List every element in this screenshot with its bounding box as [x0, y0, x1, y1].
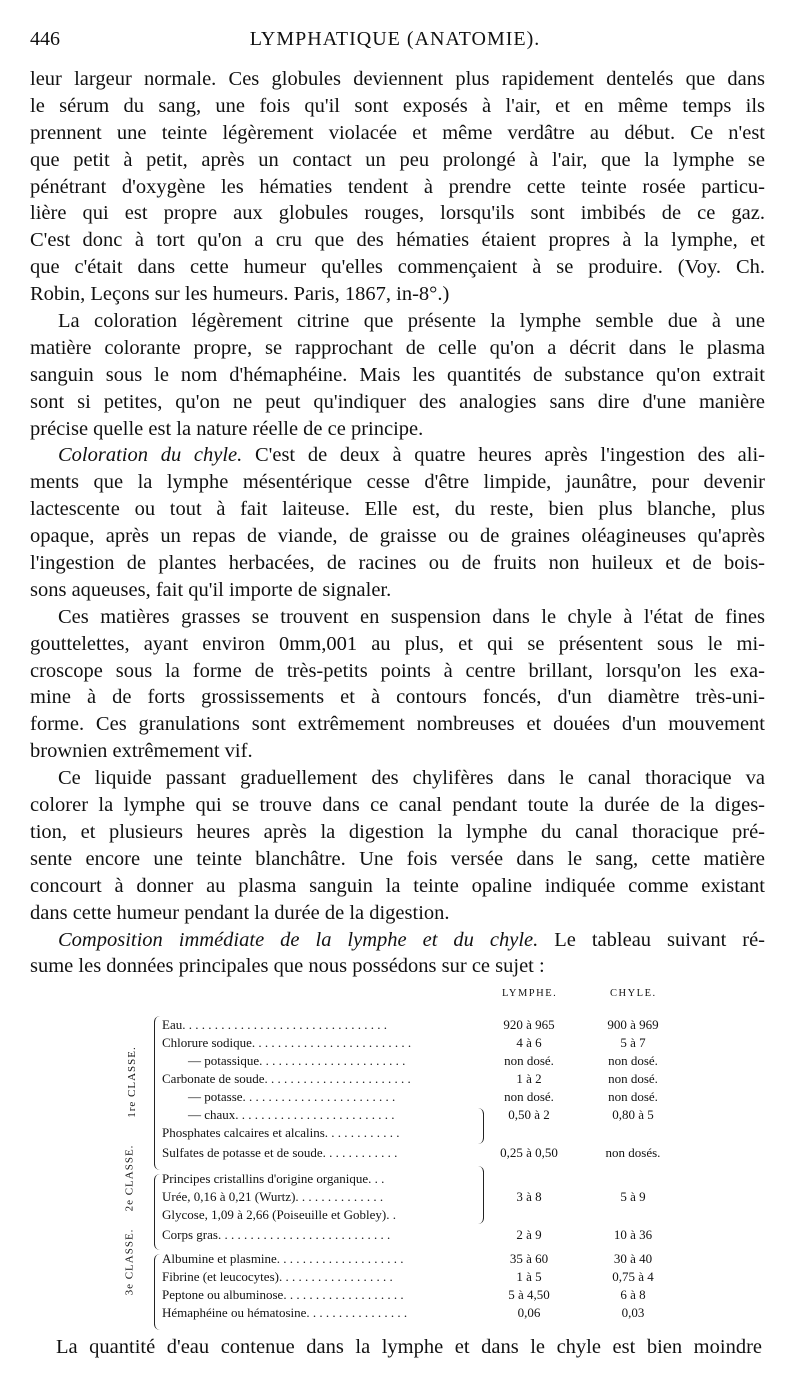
component-name: Corps gras. . . . . . . . . . . . . . . . . . . . . . . . . . . — [162, 1227, 391, 1242]
text-line — [30, 362, 765, 389]
lymphe-value: 4 à 6 — [516, 1035, 542, 1050]
text-line-content: La coloration légèrement citrine que présente la lymphe semble due à une — [58, 310, 765, 333]
text-line-content: Robin, Leçons sur les humeurs. Paris, 1867, in-8°.) — [30, 283, 450, 306]
component-name: Glycose, 1,09 à 2,66 (Poiseuille et Gobley). . — [162, 1207, 396, 1222]
lymphe-value: 1 à 2 — [516, 1071, 542, 1086]
lymphe-value: 5 à 4,50 — [508, 1287, 550, 1302]
text-line — [30, 308, 765, 335]
chyle-value: non dosé. — [608, 1053, 658, 1068]
text-line-content: l'ingestion de plantes herbacées, de racines ou de fruits non huileux et de bois- — [30, 552, 765, 575]
lymphe-value: non dosé. — [504, 1089, 554, 1104]
table-row — [110, 1286, 700, 1304]
text-line-content: colorer la lymphe qui se trouve dans ce canal pendant toute la durée de la diges- — [30, 794, 765, 817]
text-line — [30, 953, 765, 980]
lymphe-value: 920 à 965 — [503, 1017, 555, 1032]
table-row — [110, 1106, 700, 1124]
component-name: — potasse. . . . . . . . . . . . . . . . . . . . . . . . — [188, 1089, 396, 1104]
lymphe-value: 0,06 — [517, 1305, 541, 1320]
text-line — [30, 335, 765, 362]
chyle-value: 900 à 969 — [607, 1017, 659, 1032]
text-line — [30, 174, 765, 201]
text-line — [30, 66, 765, 93]
chyle-value: 0,03 — [621, 1305, 645, 1320]
text-line — [30, 281, 765, 308]
text-line — [30, 147, 765, 174]
table-row — [110, 1206, 700, 1224]
body-text — [30, 66, 765, 980]
component-name: Urée, 0,16 à 0,21 (Wurtz). . . . . . . . . . . . . . — [162, 1189, 384, 1204]
text-line — [30, 550, 765, 577]
lymphe-value: 0,50 à 2 — [508, 1107, 550, 1122]
text-line-content: Ce liquide passant graduellement des chylifères dans le canal thoracique va — [58, 767, 765, 790]
component-name: Fibrine (et leucocytes). . . . . . . . . . . . . . . . . . — [162, 1269, 393, 1284]
text-line-content: pénétrant d'oxygène les hématies tendent à prendre cette teinte rosée particu- — [30, 175, 765, 198]
text-line — [30, 792, 765, 819]
chyle-value: 10 à 36 — [613, 1227, 653, 1242]
chyle-value: 0,75 à 4 — [612, 1269, 654, 1284]
text-line-content: C'est de deux à quatre heures après l'ingestion des ali- — [242, 444, 765, 467]
text-line-content: mine à de forts grossissements et à contours foncés, d'un diamètre très-uni- — [30, 686, 765, 709]
text-line-content: prennent une teinte légèrement violacée et même verdâtre au début. Ce n'est — [30, 121, 765, 144]
text-line-content: opaque, après un repas de viande, de graisse ou de graines oléagineuses qu'après — [30, 525, 765, 548]
lymphe-value: 2 à 9 — [516, 1227, 542, 1242]
text-line-content: brownien extrêmement vif. — [30, 740, 253, 763]
text-line-content: sons aqueuses, fait qu'il importe de signaler. — [30, 578, 392, 601]
class-label-1: 1re CLASSE. — [125, 1046, 138, 1118]
text-line — [30, 442, 765, 469]
text-line — [30, 523, 765, 550]
text-line — [30, 819, 765, 846]
component-name: Albumine et plasmine. . . . . . . . . . . . . . . . . . . . — [162, 1251, 404, 1266]
text-line — [30, 469, 765, 496]
continuation-line: La quantité d'eau contenue dans la lymphe et dans le chyle est bien moindre — [56, 1336, 762, 1358]
text-line-content: leur largeur normale. Ces globules deviennent plus rapidement dentelés que dans — [30, 68, 765, 90]
component-name: Carbonate de soude. . . . . . . . . . . . . . . . . . . . . . . — [162, 1071, 411, 1086]
text-line — [30, 200, 765, 227]
text-line — [30, 765, 765, 792]
chyle-value: non dosé. — [608, 1089, 658, 1104]
component-name: Peptone ou albuminose. . . . . . . . . . . . . . . . . . . — [162, 1287, 404, 1302]
text-line-content: Le tableau suivant ré- — [538, 928, 765, 951]
text-line — [30, 120, 765, 147]
text-line — [30, 900, 765, 927]
table-row — [110, 1088, 700, 1106]
class-label-2: 2e CLASSE. — [123, 1144, 136, 1212]
text-line-content: forme. Ces granulations sont extrêmement nombreuses et douées d'un mouvement — [30, 713, 765, 736]
text-line-content: sont si petites, qu'on ne peut qu'indiquer des analogies sans dire d'une manière — [30, 390, 765, 413]
running-header — [30, 28, 760, 58]
table-row — [110, 1170, 700, 1188]
chyle-value: 30 à 40 — [613, 1251, 653, 1266]
component-name: — potassique. . . . . . . . . . . . . . . . . . . . . . . — [188, 1053, 406, 1068]
text-line — [30, 873, 765, 900]
text-line-content: croscope sous la forme de très-petits points à centre brillant, lorsqu'on les exa- — [30, 659, 765, 682]
table-row — [110, 1188, 700, 1206]
table-row — [110, 1250, 700, 1268]
text-line — [30, 631, 765, 658]
lymphe-value: 0,25 à 0,50 — [500, 1145, 558, 1160]
column-header-lymphe: LYMPHE. — [502, 988, 558, 999]
text-line-content: le sérum du sang, une fois qu'il sont exposés à l'air, et en même temps ils — [30, 94, 765, 117]
text-line-content: tion, et plusieurs heures après la digestion la lymphe du canal thoracique pré- — [30, 820, 765, 843]
text-line — [30, 927, 765, 954]
chyle-value: 5 à 7 — [620, 1035, 646, 1050]
text-line — [30, 577, 765, 604]
text-line-content: que petit à petit, après un contact un peu prolongé à l'air, que la lymphe se — [30, 148, 765, 171]
table-row — [110, 1144, 700, 1162]
class-label-3: 3e CLASSE. — [123, 1228, 136, 1296]
table-row — [110, 1034, 700, 1052]
text-line — [30, 684, 765, 711]
text-line — [30, 711, 765, 738]
table-row — [110, 1070, 700, 1088]
text-line-content: dans cette humeur pendant la durée de la digestion. — [30, 901, 450, 924]
component-name: Eau. . . . . . . . . . . . . . . . . . . . . . . . . . . . . . . . — [162, 1017, 387, 1032]
chyle-value: 6 à 8 — [620, 1287, 646, 1302]
column-header-chyle: CHYLE. — [610, 988, 657, 999]
table-row — [110, 1304, 700, 1322]
text-line-content: lactescente ou tout à fait laiteuse. Elle est, du reste, bien plus blanche, plus — [30, 498, 765, 521]
component-name: Principes cristallins d'origine organique. . . — [162, 1171, 385, 1186]
text-line-content: sume les données principales que nous possédons sur ce sujet : — [30, 955, 545, 978]
text-line — [30, 604, 765, 631]
text-line-content: lière qui est propre aux globules rouges, lorsqu'ils sont imbibés de ce gaz. — [30, 202, 765, 225]
component-name: — chaux. . . . . . . . . . . . . . . . . . . . . . . . . — [188, 1107, 395, 1122]
page-number: 446 — [30, 28, 60, 50]
table-row — [110, 1052, 700, 1070]
running-title: LYMPHATIQUE (ANATOMIE). — [249, 28, 541, 50]
component-name: Sulfates de potasse et de soude. . . . . . . . . . . . — [162, 1145, 398, 1160]
text-line-content: Ces matières grasses se trouvent en suspension dans le chyle à l'état de fines — [58, 605, 765, 628]
text-line — [30, 389, 765, 416]
text-line — [30, 227, 765, 254]
text-line-content: que c'était dans cette humeur qu'elles commençaient à se produire. (Voy. Ch. — [30, 256, 765, 279]
text-line — [30, 254, 765, 281]
table-row — [110, 1268, 700, 1286]
chyle-value: non dosés. — [605, 1145, 661, 1160]
text-line-content: sente encore une teinte blanchâtre. Une fois versée dans le sang, cette matière — [30, 847, 765, 870]
lymphe-value: 35 à 60 — [509, 1251, 549, 1266]
component-name: Hémaphéine ou hématosine. . . . . . . . . . . . . . . . — [162, 1305, 408, 1320]
table-row — [110, 1124, 700, 1142]
composition-table — [110, 988, 700, 1320]
chyle-value: 5 à 9 — [620, 1189, 646, 1204]
chyle-value: 0,80 à 5 — [612, 1107, 654, 1122]
text-line — [30, 416, 765, 443]
text-line — [30, 496, 765, 523]
text-line — [30, 658, 765, 685]
lymphe-value: non dosé. — [504, 1053, 554, 1068]
text-line-content: précise quelle est la nature réelle de ce principe. — [30, 417, 424, 440]
text-line — [30, 846, 765, 873]
text-line-content: sanguin sous le nom d'hémaphéine. Mais les quantités de substance qu'on extrait — [30, 363, 765, 386]
text-line-content: ments que la lymphe mésentérique cesse d'être limpide, jaunâtre, pour devenir — [30, 471, 765, 494]
chyle-value: non dosé. — [608, 1071, 658, 1086]
text-line-content: gouttelettes, ayant environ 0mm,001 au plus, et qui se présentent sous le mi- — [30, 632, 765, 655]
table-row — [110, 1016, 700, 1034]
text-line-content: C'est donc à tort qu'on a cru que des hématies étaient propres à la lymphe, et — [30, 229, 765, 252]
paragraph-lead-italic: Coloration du chyle. — [58, 444, 243, 467]
paragraph-lead-italic: Composition immédiate de la lymphe et du chyle. — [58, 928, 539, 951]
lymphe-value: 1 à 5 — [516, 1269, 542, 1284]
text-line-content: concourt à donner au plasma sanguin la teinte opaline indiquée comme existant — [30, 874, 765, 897]
component-name: Chlorure sodique. . . . . . . . . . . . . . . . . . . . . . . . . — [162, 1035, 412, 1050]
lymphe-value: 3 à 8 — [516, 1189, 542, 1204]
text-line — [30, 93, 765, 120]
component-name: Phosphates calcaires et alcalins. . . . . . . . . . . . — [162, 1125, 400, 1140]
table-row — [110, 1226, 700, 1244]
text-line-content: matière colorante propre, se rapprochant de celle qu'on a décrit dans le plasma — [30, 336, 765, 359]
text-line — [30, 738, 765, 765]
